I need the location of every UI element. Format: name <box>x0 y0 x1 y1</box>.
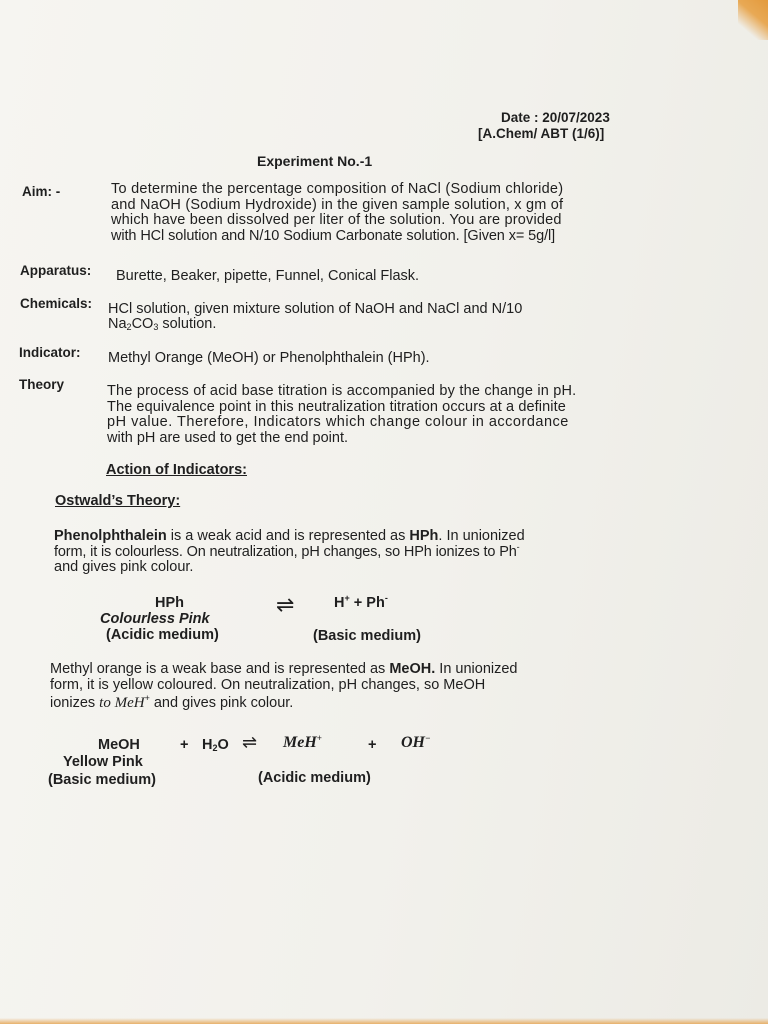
theory-line: The equivalence point in this neutralization titration occurs at a definite <box>107 398 566 415</box>
superscript: - <box>384 593 388 603</box>
eq2-plus: + <box>180 737 189 753</box>
superscript: + <box>344 593 350 603</box>
text-span: H <box>334 595 345 611</box>
indicator-text: Methyl Orange (MeOH) or Phenolphthalein (HPh). <box>108 350 430 366</box>
aim-label: Aim: - <box>22 184 61 199</box>
equilibrium-arrow-icon: ⇌ <box>242 732 258 752</box>
date-text: Date : 20/07/2023 <box>501 110 610 125</box>
eq2-basic-medium: (Basic medium) <box>48 772 156 788</box>
formula-part: CO <box>131 316 154 332</box>
text-span: H <box>202 737 213 753</box>
text-span: + Ph <box>349 595 385 611</box>
eq2-product-oh <box>401 734 430 752</box>
eq2-acidic-medium: (Acidic medium) <box>258 770 371 786</box>
theory-line: The process of acid base titration is accompanied by the change in pH. <box>107 383 577 399</box>
indicator-label: Indicator: <box>19 345 81 360</box>
theory-text <box>107 384 576 446</box>
aim-text <box>111 182 563 244</box>
aim-line: and NaOH (Sodium Hydroxide) in the given sample solution, x gm of <box>111 196 564 213</box>
eq2-colour-label: Yellow Pink <box>63 754 143 770</box>
text-span: MeH <box>283 734 317 751</box>
subscript: 2 <box>212 743 218 753</box>
text-span: In unionized <box>435 661 518 677</box>
superscript: + <box>316 733 322 743</box>
term-meoh: MeOH. <box>389 661 436 677</box>
phenolphthalein-paragraph <box>54 529 525 576</box>
formula-part: solution. <box>158 316 217 332</box>
ostwald-heading: Ostwald’s Theory: <box>55 493 181 509</box>
apparatus-text: Burette, Beaker, pipette, Funnel, Conical Flask. <box>116 268 420 284</box>
term-hph: HPh <box>409 528 439 544</box>
text-span: is a weak acid and is represented as <box>166 528 410 544</box>
equilibrium-arrow-icon: ⇌ <box>276 592 295 617</box>
eq1-colour-label: Colourless Pink <box>100 611 210 627</box>
text-span: Methyl orange is a weak base and is represented as <box>50 661 390 677</box>
text-span: . In unionized <box>438 528 525 544</box>
formula-subscript: 3 <box>153 322 159 332</box>
text-span: and gives pink colour. <box>149 695 294 711</box>
eq1-acidic-medium: (Acidic medium) <box>106 627 219 643</box>
experiment-title: Experiment No.-1 <box>257 153 373 169</box>
aim-line: To determine the percentage composition of NaCl (Sodium chloride) <box>111 181 564 197</box>
theory-line: pH value. Therefore, Indicators which change colour in accordance <box>107 414 569 430</box>
eq1-products <box>334 593 388 612</box>
eq2-product-meh <box>283 734 322 752</box>
chemicals-formula-line <box>108 317 216 333</box>
text-span: O <box>217 737 229 753</box>
math-text: to MeH <box>99 695 145 711</box>
text-line: form, it is yellow coloured. On neutralization, pH changes, so MeOH <box>50 676 486 693</box>
text-line: and gives pink colour. <box>54 559 194 575</box>
text-span: form, it is colourless. On neutralization, pH changes, so HPh ionizes to Ph <box>54 543 517 560</box>
eq2-reactant-meoh: MeOH <box>98 737 140 753</box>
methyl-orange-paragraph <box>50 662 518 712</box>
formula-subscript: 2 <box>126 322 132 332</box>
apparatus-label: Apparatus: <box>20 263 92 278</box>
aim-line: which have been dissolved per liter of the solution. You are provided <box>111 212 562 228</box>
aim-line: with HCl solution and N/10 Sodium Carbonate solution. [Given x= 5g/l] <box>111 227 556 244</box>
theory-label: Theory <box>19 377 65 392</box>
action-heading: Action of Indicators: <box>106 462 247 478</box>
text-span: OH <box>401 734 425 751</box>
eq2-plus: + <box>368 737 377 753</box>
formula-part: Na <box>108 316 127 332</box>
chemicals-label: Chemicals: <box>20 296 93 311</box>
term-phenolphthalein: Phenolphthalein <box>54 528 167 544</box>
superscript: - <box>516 541 520 552</box>
page-bottom-edge <box>0 1018 768 1024</box>
text-span: ionizes <box>50 695 100 711</box>
superscript: + <box>144 693 150 703</box>
eq2-reactant-water <box>202 738 229 754</box>
eq1-reactant: HPh <box>155 595 184 611</box>
theory-line: with pH are used to get the end point. <box>107 429 349 446</box>
chemicals-line: HCl solution, given mixture solution of NaOH and NaCl and N/10 <box>108 301 523 317</box>
eq1-basic-medium: (Basic medium) <box>313 628 421 644</box>
page-corner-edge <box>738 0 768 40</box>
superscript: − <box>425 733 431 743</box>
course-code: [A.Chem/ ABT (1/6)] <box>478 126 605 141</box>
